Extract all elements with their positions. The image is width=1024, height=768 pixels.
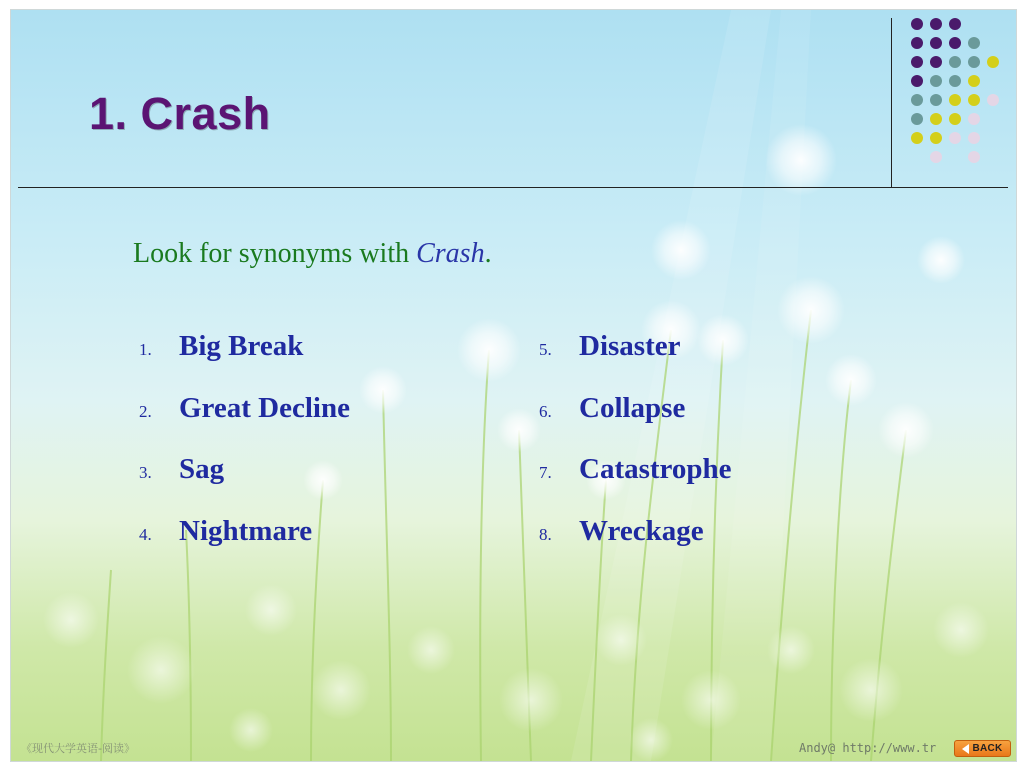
synonym-item: [539, 330, 732, 392]
synonym-number: 7.: [539, 463, 552, 482]
synonym-list-left: [139, 330, 350, 576]
back-button[interactable]: [954, 740, 1011, 757]
synonym-text: Catastrophe: [579, 453, 732, 485]
author-url-watermark: Andy@ http://www.tr: [799, 741, 937, 755]
synonym-text: Disaster: [579, 330, 681, 362]
synonym-item: [139, 515, 350, 577]
instruction-text: [133, 238, 492, 270]
synonym-item: [139, 453, 350, 515]
back-arrow-icon: [962, 744, 969, 754]
synonym-item: [539, 515, 732, 577]
slide-title: 1. Crash: [89, 88, 271, 139]
decorative-vertical-rule: [891, 18, 892, 188]
synonym-text: Collapse: [579, 391, 686, 424]
title-divider: [18, 187, 1008, 188]
synonym-item: [139, 392, 350, 454]
synonym-item: [539, 453, 732, 515]
synonym-text: Nightmare: [179, 514, 313, 547]
instruction-keyword: Crash: [416, 238, 485, 269]
synonym-number: 2.: [139, 401, 152, 421]
synonym-number: 8.: [539, 524, 552, 544]
synonym-number: 6.: [539, 401, 552, 421]
synonym-number: 1.: [139, 340, 152, 359]
synonym-number: 4.: [139, 524, 152, 544]
synonym-number: 5.: [539, 340, 552, 359]
course-watermark: 《现代大学英语-阅读》: [21, 742, 135, 755]
instruction-prefix: Look for synonyms with: [133, 238, 417, 269]
synonym-number: 3.: [139, 463, 152, 482]
synonym-text: Great Decline: [179, 391, 350, 424]
back-button-label: BACK: [972, 743, 1003, 754]
synonym-item: [539, 392, 732, 454]
synonym-item: [139, 330, 350, 392]
synonym-text: Sag: [179, 453, 225, 485]
instruction-suffix: .: [484, 238, 492, 269]
decorative-dot-grid: [906, 14, 1006, 174]
synonym-list-right: [539, 330, 732, 576]
synonym-text: Big Break: [179, 330, 304, 362]
slide: [10, 9, 1017, 762]
synonym-text: Wreckage: [579, 514, 704, 547]
